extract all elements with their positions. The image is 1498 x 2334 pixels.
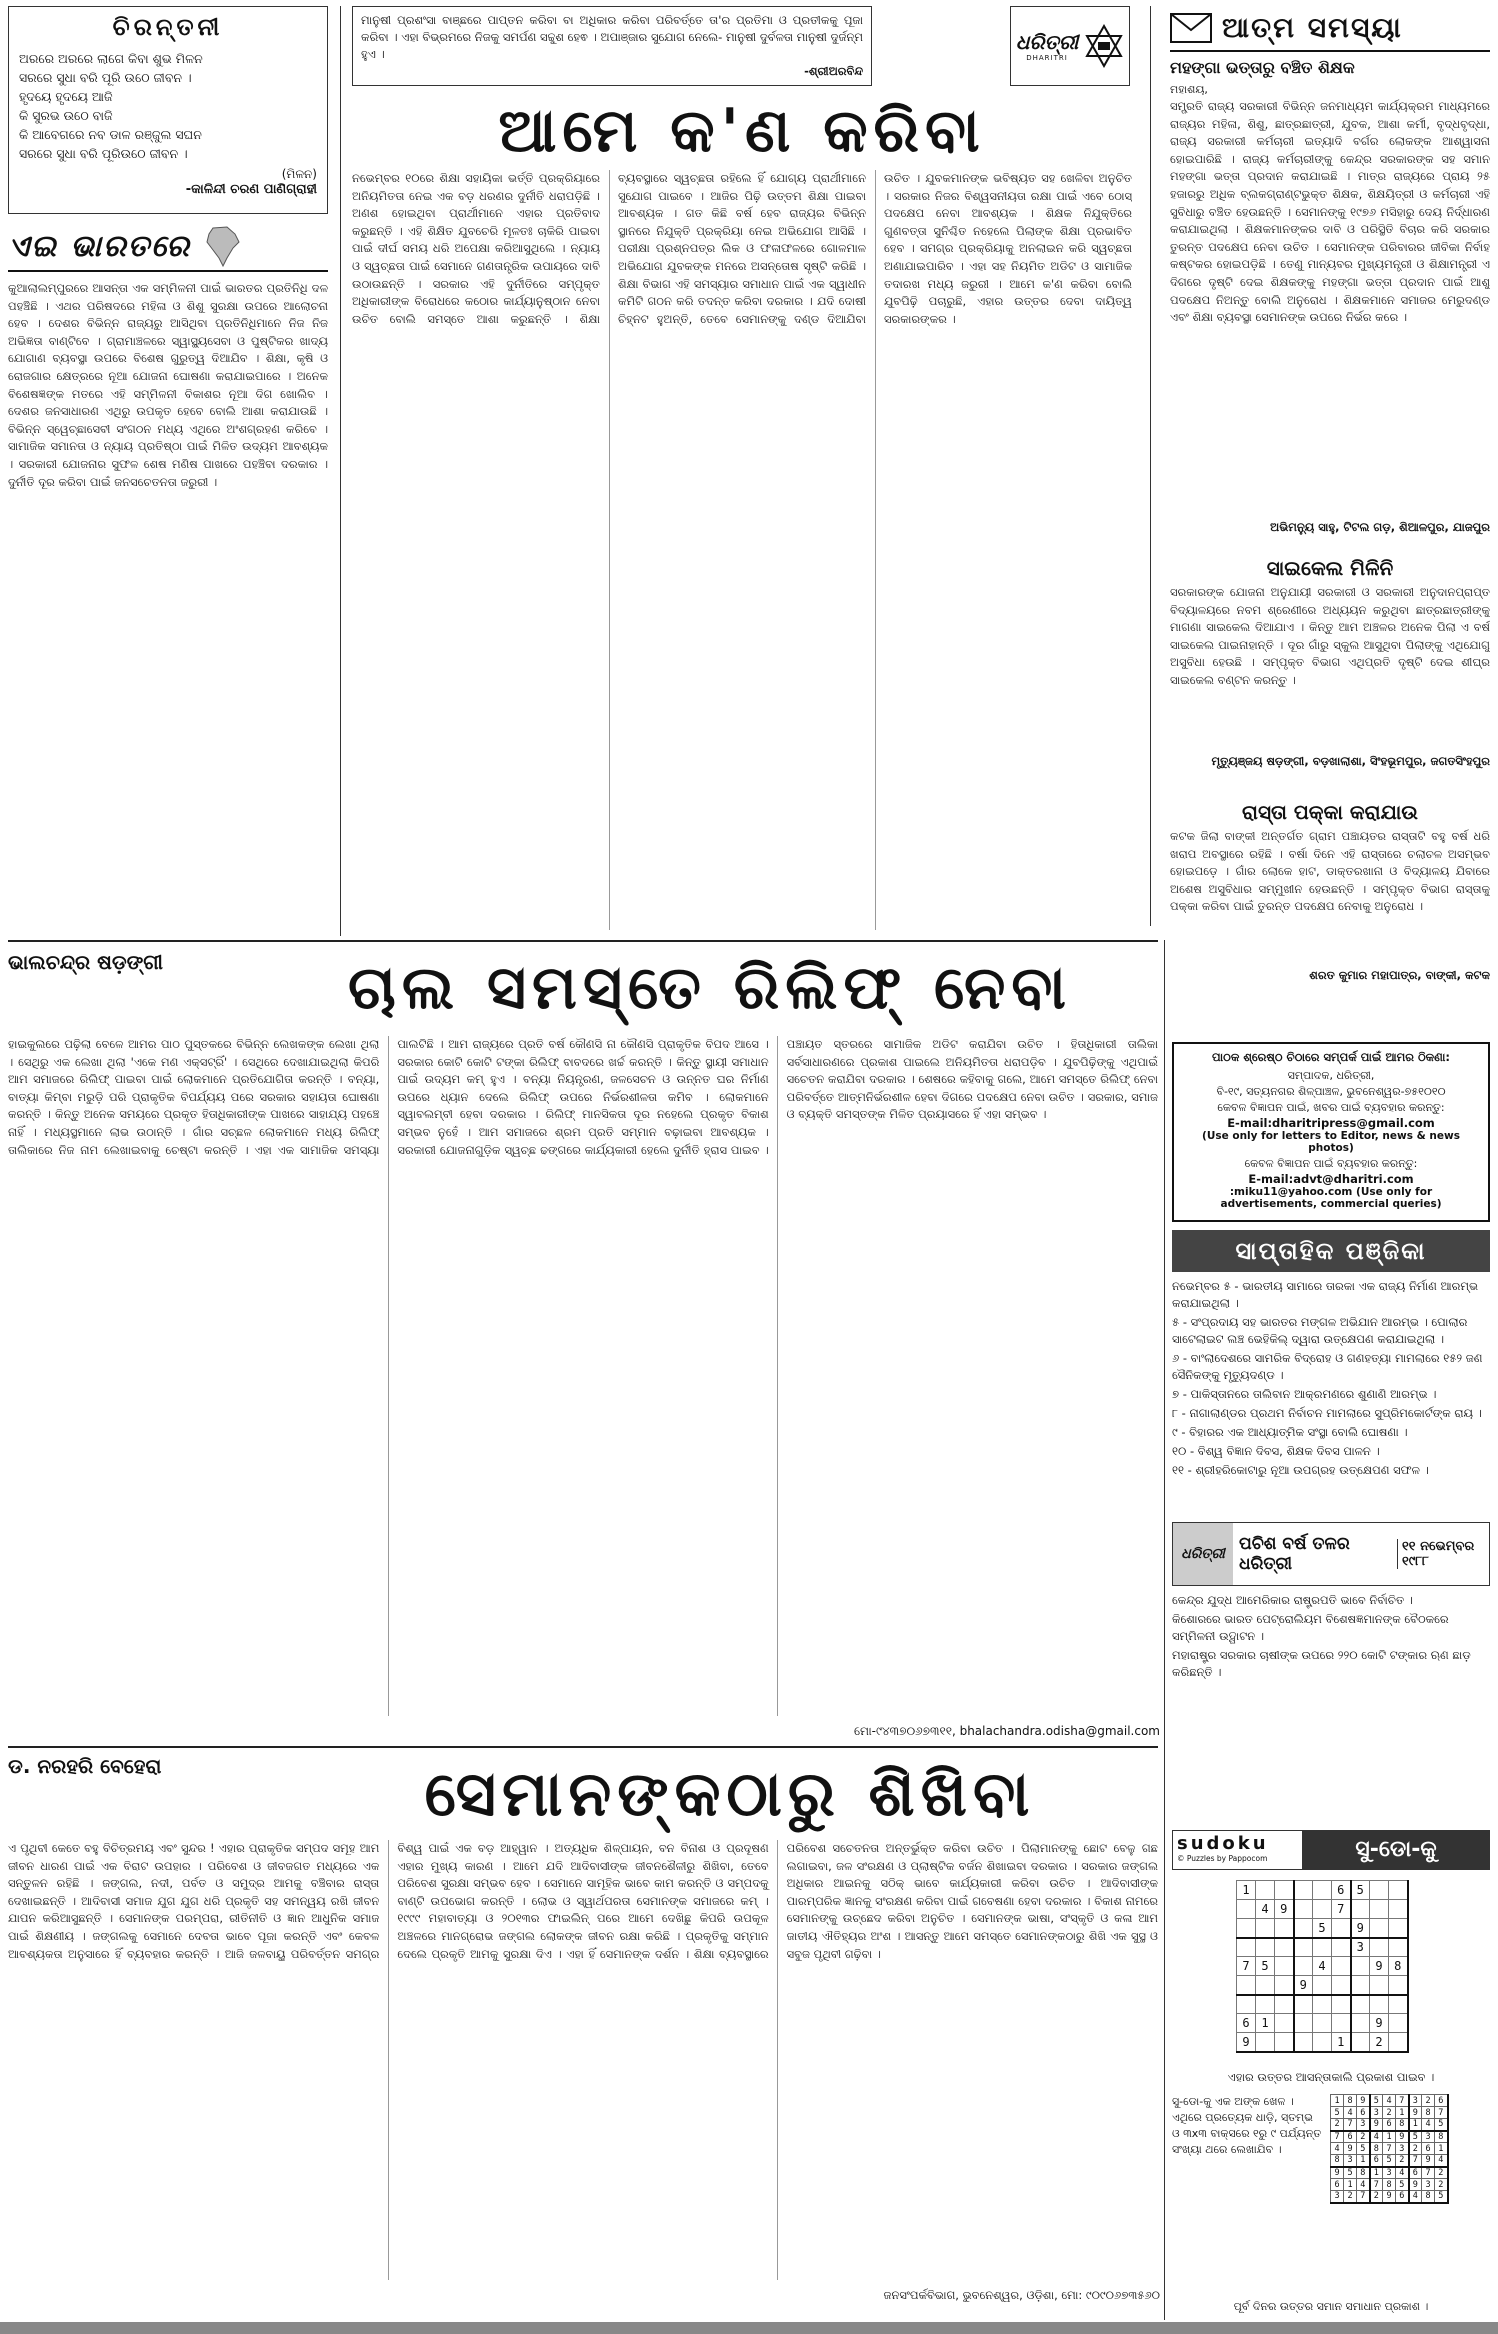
letter-1-body: ସମ୍ପ୍ରତି ରାଜ୍ୟ ସରକାରୀ ବିଭିନ୍ନ ଜନମାଧ୍ୟମ କାର୍ଯ୍ୟକ୍ରମ ମାଧ୍ୟମରେ ରାଜ୍ୟର ମହିଳା, ଶିଶୁ, ଛାତ୍ରଛାତ୍ରୀ, ଯୁବକ, ଆଶା କର୍ମୀ, ବୃଦ୍ଧବୃଦ୍ଧା, ରାଜ୍ୟ ସରକାରୀ କର୍ମଚାରୀ ଇତ୍ୟାଦି ବର୍ଗର ଲୋକଙ୍କ ଆଶ୍ୱାସନା ହୋଇପାରିଛି । ରାଜ୍ୟ କର୍ମଚାରୀଙ୍କୁ କେନ୍ଦ୍ର ସରକାରଙ୍କ ସହ ସମାନ ମହଙ୍ଗା ଭତ୍ତା ପ୍ରଦାନ କରାଯାଇଛି । ମାତ୍ର ରାଜ୍ୟରେ ପ୍ରାୟ ୨୫ ହଜାରରୁ ଅଧିକ ବ୍ଲକଗ୍ରାଣ୍ଟଭୁକ୍ତ ଶିକ୍ଷକ, ଶିକ୍ଷୟିତ୍ରୀ ଓ କର୍ମଚାରୀ ଏହି ସୁବିଧାରୁ ବଞ୍ଚିତ ହେଉଛନ୍ତି । ସେମାନଙ୍କୁ ୧୯୭୬ ମସିହାରୁ ଦେୟ ନିର୍ଦ୍ଧାରଣ କରାଯାଇଥିଲା । ଶିକ୍ଷକମାନଙ୍କର ଦାବି ଓ ପରିସ୍ଥିତି ବିଚାର କରି ସରକାର ତୁରନ୍ତ ପଦକ୍ଷେପ ନେବା ଉଚିତ । ସେମାନଙ୍କ ପରିବାରର ଜୀବିକା ନିର୍ବାହ କଷ୍ଟକର ହୋଇପଡ଼ିଛି । ତେଣୁ ମାନ୍ୟବର ମୁଖ୍ୟମନ୍ତ୍ରୀ ଓ ଶିକ୍ଷାମନ୍ତ୍ରୀ ଏ ଦିଗରେ ଦୃଷ୍ଟି ଦେଇ ଶିକ୍ଷକଙ୍କୁ ମହଙ୍ଗା ଭତ୍ତା ପ୍ରଦାନ ପାଇଁ ଆଶୁ ପଦକ୍ଷେପ ନିଅନ୍ତୁ ବୋଲି ଅନୁରୋଧ । ଶିକ୍ଷକମାନେ ସମାଜର ମେରୁଦଣ୍ଡ ଏବଂ ଶିକ୍ଷା ବ୍ୟବସ୍ଥା ସେମାନଙ୍କ ଉପରେ ନିର୍ଭର କରେ ।: [1170, 99, 1490, 325]
sudoku-cell: [1370, 1919, 1389, 1938]
answer-cell: 3: [1422, 2131, 1435, 2143]
sudoku-cell: [1275, 1938, 1294, 1957]
panjika-item: ୧୦ - ବିଶ୍ୱ ବିଜ୍ଞାନ ଦିବସ, ଶିକ୍ଷକ ଦିବସ ପାଳନ ।: [1172, 1444, 1380, 1458]
quote-author: -ଶ୍ରୀଅରବିନ୍ଦ: [804, 64, 863, 78]
editorial-headline: ଆମେ କ'ଣ କରିବା: [498, 96, 986, 166]
sudoku-cell: [1237, 1995, 1256, 2014]
sudoku-cell: [1237, 1938, 1256, 1957]
answer-cell: 9: [1370, 2119, 1383, 2131]
answer-cell: 3: [1370, 2107, 1383, 2119]
answer-cell: 1: [1409, 2119, 1422, 2131]
sudoku-cell: [1370, 1995, 1389, 2014]
answer-cell: 1: [1435, 2143, 1448, 2155]
sudoku-cell: [1351, 1995, 1370, 2014]
answer-cell: 7: [1383, 2143, 1396, 2155]
answer-cell: 8: [1370, 2143, 1383, 2155]
answer-cell: 8: [1357, 2167, 1370, 2179]
pachisha-item: ମହାରାଷ୍ଟ୍ର ସରକାର ଚାଷୀଙ୍କ ଉପରେ ୨୨୦ କୋଟି ଟଙ୍କାର ଋଣ ଛାଡ଼ କରିଛନ୍ତି ।: [1172, 1648, 1471, 1679]
panjika-item: ନଭେମ୍ବର ୫ - ଭାରତୀୟ ସାମାରେ ତାରକା ଏକ ରାଜ୍ୟ ନିର୍ମାଣ ଆରମ୍ଭ କରାଯାଇଥିଲା ।: [1172, 1279, 1479, 1310]
sudoku-cell: 7: [1237, 1957, 1256, 1976]
sudoku-answer: [1330, 2094, 1449, 2204]
sudoku-logo: sudoku: [1177, 1833, 1269, 1854]
answer-cell: 4: [1435, 2155, 1448, 2167]
sudoku-row: [1331, 2119, 1448, 2131]
chirantani-author: -କାଳିନ୍ଦୀ ଚରଣ ପାଣିଗ୍ରାହୀ: [185, 182, 317, 197]
sudoku-cell: 3: [1351, 1938, 1370, 1957]
sudoku-cell: 1: [1332, 2033, 1351, 2052]
answer-cell: 9: [1396, 2131, 1409, 2143]
chirantani-lines: [19, 49, 317, 163]
sudoku-row: [1237, 1900, 1408, 1919]
sudoku-cell: [1332, 1976, 1351, 1995]
answer-cell: 8: [1422, 2107, 1435, 2119]
poem-line: କି ଆବେଗରେ ନବ ଡାଳ ରଞ୍ଜୁଲ ସଘନ: [19, 127, 202, 142]
sudoku-cell: [1351, 1957, 1370, 1976]
sudoku-row: [1331, 2179, 1448, 2191]
letter-3-heading: ରାସ୍ତା ପକ୍କା କରାଯାଉ: [1242, 800, 1418, 824]
ei-bharatare-title: ଏଇ ଭାରତରେ: [8, 228, 191, 264]
sudoku-cell: [1313, 1900, 1332, 1919]
poem-line: ସରରେ ସୁଧା ବରି ପୂରି ଉଠେ ଜୀବନ ।: [19, 70, 192, 85]
sudoku-cell: [1275, 2014, 1294, 2033]
sudoku-cell: 9: [1370, 2014, 1389, 2033]
sudoku-cell: 7: [1332, 1900, 1351, 1919]
answer-cell: 8: [1422, 2191, 1435, 2203]
answer-cell: 2: [1344, 2191, 1357, 2203]
answer-cell: 2: [1383, 2107, 1396, 2119]
article2-body: ହାଇକୁଲରେ ପଢ଼ିଲା ବେଳେ ଆମର ପାଠ ପୁସ୍ତକରେ ବିଭିନ୍ନ ଲେଖକଙ୍କ ଲେଖା ଥିଲା । ସେଥିରୁ ଏକ ଲେଖା ଥିଲା 'ଏକେ ମଣ ଏକ୍ସଟ୍ରିଁ' । ସେଥିରେ ଦେଖାଯାଇଥିଲା କିପରି ଆମ ସମାଜରେ ରିଲିଫ୍ ପାଇବା ପାଇଁ ଲୋକମାନେ ପ୍ରତିଯୋଗିତା କରନ୍ତି । ବନ୍ୟା, ବାତ୍ୟା କିମ୍ବା ମରୁଡ଼ି ପରି ପ୍ରାକୃତିକ ବିପର୍ଯ୍ୟୟ ପରେ ସରକାର ସହାୟତା ଘୋଷଣା କରନ୍ତି । କିନ୍ତୁ ଅନେକ ସମୟରେ ପ୍ରକୃତ ହିତାଧିକାରୀଙ୍କ ପାଖରେ ସାହାଯ୍ୟ ପହଞ୍ଚେ ନାହିଁ । ମଧ୍ୟସ୍ଥମାନେ ଲାଭ ଉଠାନ୍ତି । ଗାଁର ସଚ୍ଛଳ ଲୋକମାନେ ମଧ୍ୟ ରିଲିଫ୍ ତାଲିକାରେ ନିଜ ନାମ ଲେଖାଇବାକୁ ଚେଷ୍ଟା କରନ୍ତି । ଏହା ଏକ ସାମାଜିକ ସମସ୍ୟା ପାଲଟିଛି । ଆମ ରାଜ୍ୟରେ ପ୍ରତି ବର୍ଷ କୌଣସି ନା କୌଣସି ପ୍ରାକୃତିକ ବିପଦ ଆସେ । ସରକାର କୋଟି କୋଟି ଟଙ୍କା ରିଲିଫ୍ ବାବଦରେ ଖର୍ଚ୍ଚ କରନ୍ତି । କିନ୍ତୁ ସ୍ଥାୟୀ ସମାଧାନ ପାଇଁ ଉଦ୍ୟମ କମ୍ ହୁଏ । ବନ୍ୟା ନିୟନ୍ତ୍ରଣ, ଜଳସେଚନ ଓ ଉନ୍ନତ ଘର ନିର୍ମାଣ ଉପରେ ଧ୍ୟାନ ଦେଲେ ରିଲିଫ୍ ଉପରେ ନିର୍ଭରଶୀଳତା କମିବ । ଲୋକମାନେ ସ୍ୱାବଲମ୍ବୀ ହେବା ଦରକାର । ରିଲିଫ୍ ମାନସିକତା ଦୂର ନହେଲେ ପ୍ରକୃତ ବିକାଶ ସମ୍ଭବ ନୁହେଁ । ଆମ ସମାଜରେ ଶ୍ରମ ପ୍ରତି ସମ୍ମାନ ବଢ଼ାଇବା ଆବଶ୍ୟକ । ସରକାରୀ ଯୋଜନାଗୁଡ଼ିକ ସ୍ୱଚ୍ଛ ଢଙ୍ଗରେ କାର୍ଯ୍ୟକାରୀ ହେଲେ ଦୁର୍ନୀତି ହ୍ରାସ ପାଇବ । ପଞ୍ଚାୟତ ସ୍ତରରେ ସାମାଜିକ ଅଡିଟ କରାଯିବା ଉଚିତ । ହିତାଧିକାରୀ ତାଲିକା ସର୍ବସାଧାରଣରେ ପ୍ରକାଶ ପାଇଲେ ଅନିୟମିତତା ଧରାପଡ଼ିବ । ଯୁବପିଢ଼ିଙ୍କୁ ଏଥିପାଇଁ ସଚେତନ କରାଯିବା ଦରକାର । ଶେଷରେ କହିବାକୁ ଗଲେ, ଆମେ ସମସ୍ତେ ରିଲିଫ୍ ନେବା ପରିବର୍ତ୍ତେ ଆତ୍ମନିର୍ଭରଶୀଳ ହେବା ଦିଗରେ ପଦକ୍ଷେପ ନେବା ଉଚିତ । ସରକାର, ସମାଜ ଓ ବ୍ୟକ୍ତି ସମସ୍ତଙ୍କ ମିଳିତ ପ୍ରୟାସରେ ହିଁ ଏହା ସମ୍ଭବ ।: [8, 1037, 1158, 1157]
editor-email: E-mail:dharitripress@gmail.com: [1227, 1116, 1435, 1130]
sudoku-cell: [1313, 1938, 1332, 1957]
answer-cell: 4: [1344, 2107, 1357, 2119]
sudoku-cell: [1275, 1881, 1294, 1900]
answer-cell: 1: [1370, 2167, 1383, 2179]
sudoku-cell: [1332, 1938, 1351, 1957]
sudoku-cell: [1294, 1881, 1313, 1900]
quote-box: [352, 6, 872, 86]
answer-cell: 2: [1435, 2179, 1448, 2191]
sudoku-cell: 9: [1351, 1919, 1370, 1938]
answer-cell: 8: [1383, 2179, 1396, 2191]
answer-cell: 4: [1357, 2179, 1370, 2191]
answer-cell: 5: [1331, 2107, 1344, 2119]
answer-cell: 4: [1396, 2167, 1409, 2179]
section-divider: [8, 1746, 1158, 1748]
poem-line: ସରରେ ସୁଧା ବରି ପୂରିଉଠେ ଜୀବନ ।: [19, 146, 188, 161]
sudoku-cell: [1351, 1900, 1370, 1919]
sudoku-cell: 5: [1313, 1919, 1332, 1938]
answer-cell: 2: [1370, 2191, 1383, 2203]
sudoku-cell: [1294, 2033, 1313, 2052]
sudoku-row: [1331, 2095, 1448, 2107]
answer-cell: 2: [1435, 2167, 1448, 2179]
letter-3: [1170, 800, 1490, 1000]
letter-3-body: କଟକ ଜିଲା ବାଙ୍କୀ ଅନ୍ତର୍ଗତ ଗ୍ରାମ ପଞ୍ଚାୟତର ରାସ୍ତାଟି ବହୁ ବର୍ଷ ଧରି ଖରାପ ଅବସ୍ଥାରେ ରହିଛି । ବର୍ଷା ଦିନେ ଏହି ରାସ୍ତାରେ ଚଲାଚଳ ଅସମ୍ଭବ ହୋଇପଡ଼େ । ଗାଁର ଲୋକେ ହାଟ, ଡାକ୍ତରଖାନା ଓ ବିଦ୍ୟାଳୟ ଯିବାରେ ଅଶେଷ ଅସୁବିଧାର ସମ୍ମୁଖୀନ ହେଉଛନ୍ତି । ସମ୍ପୃକ୍ତ ବିଭାଗ ରାସ୍ତାକୁ ପକ୍କା କରିବା ପାଇଁ ତୁରନ୍ତ ପଦକ୍ଷେପ ନେବାକୁ ଅନୁରୋଧ ।: [1170, 829, 1490, 914]
sudoku-credit: © Puzzles by Pappocom: [1177, 1854, 1268, 1863]
sudoku-cell: 4: [1313, 1957, 1332, 1976]
sudoku-row: [1331, 2143, 1448, 2155]
answer-cell: 6: [1370, 2155, 1383, 2167]
answer-cell: 5: [1396, 2179, 1409, 2191]
answer-cell: 7: [1409, 2155, 1422, 2167]
pachisha-item: କିଶୋରରେ ଭାରତ ପେଟ୍ରୋଲିୟମ ବିଶେଷଜ୍ଞମାନଙ୍କ ବୈଠକରେ ସମ୍ମିଳନୀ ଉଦ୍ଘାଟନ ।: [1172, 1612, 1449, 1643]
aatma-samasya-title: ଆତ୍ମ ସମସ୍ୟା: [1222, 11, 1403, 44]
answer-cell: 6: [1344, 2131, 1357, 2143]
answer-cell: 9: [1409, 2179, 1422, 2191]
sudoku-rules: ସୁ-ଡୋ-କୁ ଏକ ଅଙ୍କ ଖେଳ । ଏଥିରେ ପ୍ରତ୍ୟେକ ଧାଡ଼ି, ସ୍ତମ୍ଭ ଓ ୩x୩ ବାକ୍ସରେ ୧ରୁ ୯ ପର୍ଯ୍ୟନ୍ତ ସଂଖ୍ୟା ଥରେ ଲେଖାଯିବ ।: [1172, 2095, 1322, 2156]
sudoku-prev-note: ପୂର୍ବ ଦିନର ଉତ୍ତର ସମାନ ସମାଧାନ ପ୍ରକାଶ ।: [1233, 2300, 1429, 2313]
sudoku-cell: 1: [1237, 1881, 1256, 1900]
letter-2-body: ସରକାରଙ୍କ ଯୋଜନା ଅନୁଯାୟୀ ସରକାରୀ ଓ ସରକାରୀ ଅନୁଦାନପ୍ରାପ୍ତ ବିଦ୍ୟାଳୟରେ ନବମ ଶ୍ରେଣୀରେ ଅଧ୍ୟୟନ କରୁଥିବା ଛାତ୍ରଛାତ୍ରୀଙ୍କୁ ମାଗଣା ସାଇକେଲ ଦିଆଯାଏ । କିନ୍ତୁ ଆମ ଅଞ୍ଚଳର ଅନେକ ପିଲା ଏ ବର୍ଷ ସାଇକେଲ ପାଇନାହାନ୍ତି । ଦୂର ଗାଁରୁ ସ୍କୁଲ ଆସୁଥିବା ପିଲାଙ୍କୁ ଏଥିଯୋଗୁ ଅସୁବିଧା ହେଉଛି । ସମ୍ପୃକ୍ତ ବିଭାଗ ଏଥିପ୍ରତି ଦୃଷ୍ଟି ଦେଇ ଶୀଘ୍ର ସାଇକେଲ ବଣ୍ଟନ କରନ୍ତୁ ।: [1170, 585, 1490, 687]
answer-cell: 4: [1422, 2119, 1435, 2131]
panjika-item: ୧୧ - ଶ୍ରୀହରିକୋଟାରୁ ନୂଆ ଉପଗ୍ରହ ଉତ୍କ୍ଷେପଣ ସଫଳ ।: [1172, 1463, 1429, 1477]
sudoku-cell: [1389, 2033, 1408, 2052]
answer-cell: 1: [1344, 2179, 1357, 2191]
sudoku-cell: 9: [1294, 1976, 1313, 1995]
sudoku-header: [1172, 1830, 1490, 1870]
panjika-item: ୫ - ସଂପ୍ରଦାୟ ସହ ଭାରତର ମଙ୍ଗଳ ଅଭିଯାନ ଆରମ୍ଭ । ପୋଲାର ସାଟେଲାଇଟ ଲଞ୍ଚ ଭେହିକିଲ୍ ଦ୍ୱାରା ଉତ୍କ୍ଷେପଣ କରାଯାଇଥିଲା ।: [1172, 1315, 1468, 1346]
sudoku-row: [1331, 2107, 1448, 2119]
answer-cell: 7: [1331, 2131, 1344, 2143]
panjika-title: ସାପ୍ତାହିକ ପଞ୍ଜିକା: [1235, 1237, 1427, 1265]
sudoku-cell: [1256, 2033, 1275, 2052]
sudoku-row: [1237, 1881, 1408, 1900]
answer-cell: 5: [1435, 2119, 1448, 2131]
sudoku-cell: [1389, 1900, 1408, 1919]
answer-cell: 1: [1396, 2107, 1409, 2119]
article3-headline: ସେମାନଙ୍କଠାରୁ ଶିଖିବା: [424, 1757, 1036, 1830]
pachisha-logo-text: ଧରିତ୍ରୀ: [1181, 1546, 1225, 1562]
pachisha-item: କେନ୍ଦ୍ର ଯୁଦ୍ଧ ଆମେରିକାର ରାଷ୍ଟ୍ରପତି ଭାବେ ନିର୍ବାଚିତ ।: [1172, 1593, 1413, 1607]
sudoku-cell: 9: [1275, 1900, 1294, 1919]
sudoku-row: [1237, 1976, 1408, 1995]
contact-line: ବି-୧୯, ସତ୍ୟନଗର ଶିଳ୍ପାଞ୍ଚଳ, ଭୁବନେଶ୍ୱର-୭୫୧୦୧୦: [1216, 1085, 1446, 1098]
answer-cell: 2: [1409, 2143, 1422, 2155]
answer-cell: 5: [1344, 2167, 1357, 2179]
sudoku-grid: [1236, 1880, 1409, 2053]
poem-line: କି ସୁରଭ ଉଠେ ବାଜି: [19, 108, 113, 123]
sudoku-cell: [1294, 1995, 1313, 2014]
answer-cell: 5: [1383, 2155, 1396, 2167]
sudoku-cell: [1389, 1995, 1408, 2014]
answer-cell: 6: [1331, 2179, 1344, 2191]
sudoku-cell: [1332, 2014, 1351, 2033]
answer-cell: 3: [1344, 2155, 1357, 2167]
sudoku-row: [1237, 2033, 1408, 2052]
answer-cell: 1: [1383, 2131, 1396, 2143]
pachisha-logo: [1173, 1523, 1233, 1585]
column-rule: [1164, 940, 1165, 2320]
sudoku-cell: [1294, 1919, 1313, 1938]
pachisha-label: ପଚିଶ ବର୍ଷ ତଳର ଧରିତ୍ରୀ: [1239, 1534, 1350, 1574]
answer-cell: 2: [1422, 2095, 1435, 2107]
sudoku-cell: [1332, 1957, 1351, 1976]
sudoku-cell: [1389, 1976, 1408, 1995]
answer-cell: 5: [1357, 2143, 1370, 2155]
sudoku-cell: 1: [1256, 2014, 1275, 2033]
article3-byline: ଜନସଂପର୍କବିଭାଗ, ଭୁବନେଶ୍ୱର, ଓଡ଼ିଶା, ମୋ: ୯୦୯୦୬୭୩୫୬୦: [883, 2288, 1160, 2302]
sudoku-row: [1237, 1919, 1408, 1938]
editorial-body: ନଭେମ୍ବର ୧୦ରେ ଶିକ୍ଷା ସହାୟିକା ଭର୍ତ୍ତି ପ୍ରକ୍ରିୟାରେ ଅନିୟମିତତା ନେଇ ଏକ ବଡ଼ ଧରଣର ଦୁର୍ନୀତି ଧରାପଡ଼ିଛି । ଅଣଶ ହୋଇଥିବା ପ୍ରାର୍ଥୀମାନେ ଏହାର ପ୍ରତିବାଦ କରୁଛନ୍ତି । ଏହି ଶିକ୍ଷିତ ଯୁବଚେରି ମୂଳତଃ ଚାକିରି ପାଇବା ପାଇଁ ଦୀର୍ଘ ସମୟ ଧରି ଅପେକ୍ଷା କରିଆସୁଥିଲେ । ନ୍ୟାୟ ଓ ସ୍ୱଚ୍ଛତା ପାଇଁ ସେମାନେ ଗଣତାନ୍ତ୍ରିକ ଉପାୟରେ ଦାବି ଉଠାଉଛନ୍ତି । ସରକାର ଏହି ଦୁର୍ନୀତିରେ ସମ୍ପୃକ୍ତ ଅଧିକାରୀଙ୍କ ବିରୋଧରେ କଠୋର କାର୍ଯ୍ୟାନୁଷ୍ଠାନ ନେବା ଉଚିତ ବୋଲି ସମସ୍ତେ ଆଶା କରୁଛନ୍ତି । ଶିକ୍ଷା ବ୍ୟବସ୍ଥାରେ ସ୍ୱଚ୍ଛତା ରହିଲେ ହିଁ ଯୋଗ୍ୟ ପ୍ରାର୍ଥୀମାନେ ସୁଯୋଗ ପାଇବେ । ଆଜିର ପିଢ଼ି ଉତ୍ତମ ଶିକ୍ଷା ପାଇବା ଆବଶ୍ୟକ । ଗତ କିଛି ବର୍ଷ ହେବ ରାଜ୍ୟର ବିଭିନ୍ନ ସ୍ଥାନରେ ନିଯୁକ୍ତି ପ୍ରକ୍ରିୟା ନେଇ ଅଭିଯୋଗ ଆସିଛି । ପରୀକ୍ଷା ପ୍ରଶ୍ନପତ୍ର ଲିକ ଓ ଫଳାଫଳରେ ଗୋଳମାଳ ଅଭିଯୋଗ ଯୁବକଙ୍କ ମନରେ ଅସନ୍ତୋଷ ସୃଷ୍ଟି କରିଛି । ଶିକ୍ଷା ବିଭାଗ ଏହି ସମସ୍ୟାର ସମାଧାନ ପାଇଁ ଏକ ସ୍ୱାଧୀନ କମିଟି ଗଠନ କରି ତଦନ୍ତ କରିବା ଦରକାର । ଯଦି ଦୋଷୀ ଚିହ୍ନଟ ହୁଅନ୍ତି, ତେବେ ସେମାନଙ୍କୁ ଦଣ୍ଡ ଦିଆଯିବା ଉଚିତ । ଯୁବକମାନଙ୍କ ଭବିଷ୍ୟତ ସହ ଖେଳିବା ଅନୁଚିତ । ସରକାର ନିଜର ବିଶ୍ୱସନୀୟତା ରକ୍ଷା ପାଇଁ ଏବେ ଠୋସ୍ ପଦକ୍ଷେପ ନେବା ଆବଶ୍ୟକ । ଶିକ୍ଷକ ନିଯୁକ୍ତିରେ ଗୁଣବତ୍ତା ସୁନିଶ୍ଚିତ ନହେଲେ ପିଲାଙ୍କ ଶିକ୍ଷା ପ୍ରଭାବିତ ହେବ । ସମଗ୍ର ପ୍ରକ୍ରିୟାକୁ ଅନଲାଇନ କରି ସ୍ୱଚ୍ଛତା ଅଣାଯାଇପାରିବ । ଏହା ସହ ନିୟମିତ ଅଡିଟ ଓ ସାମାଜିକ ତଦାରଖ ମଧ୍ୟ ଜରୁରୀ । ଆମେ କ'ଣ କରିବା ବୋଲି ଯୁବପିଢ଼ି ପଚାରୁଛି, ଏହାର ଉତ୍ତର ଦେବା ଦାୟିତ୍ୱ ସରକାରଙ୍କର ।: [352, 171, 1132, 326]
sudoku-cell: 4: [1256, 1900, 1275, 1919]
letter-2: [1170, 556, 1490, 796]
sudoku-row: [1331, 2167, 1448, 2179]
article2-author: ଭାଲଚନ୍ଦ୍ର ଷଡ଼ଙ୍ଗୀ: [8, 950, 163, 974]
contact-line: କେବଳ ବିଜ୍ଞାପନ ପାଇଁ, ଖବର ପାଇଁ ବ୍ୟବହାର କରନ୍ତୁ:: [1217, 1101, 1445, 1114]
letter-1-signature: ଅଭିମନ୍ୟୁ ସାହୁ, ଟିଟଲ ଗଡ଼, ଶିଆଳପୁର, ଯାଜପୁର: [1270, 520, 1490, 534]
answer-cell: 5: [1435, 2191, 1448, 2203]
sudoku-cell: [1389, 1881, 1408, 1900]
sudoku-row: [1331, 2155, 1448, 2167]
answer-cell: 3: [1409, 2095, 1422, 2107]
sudoku-cell: [1332, 1919, 1351, 1938]
pachisha-box: [1172, 1522, 1490, 1586]
sudoku-cell: [1370, 1881, 1389, 1900]
sudoku-cell: [1256, 1976, 1275, 1995]
letter-2-signature: ମୃତ୍ୟୁଞ୍ଜୟ ଷଡ଼ଙ୍ଗୀ, ବଡ଼ଖାଲାଶା, ସିଂହଭୂମପୁର, ଜଗତସିଂହପୁର: [1211, 754, 1490, 768]
sudoku-cell: [1256, 1919, 1275, 1938]
column-rule: [1150, 6, 1151, 926]
sudoku-cell: [1275, 1995, 1294, 2014]
sudoku-cell: [1256, 1938, 1275, 1957]
contact-line: ସମ୍ପାଦକ, ଧରିତ୍ରୀ,: [1287, 1069, 1375, 1082]
answer-cell: 8: [1331, 2155, 1344, 2167]
answer-cell: 7: [1435, 2107, 1448, 2119]
sudoku-row: [1237, 1995, 1408, 2014]
sudoku-answer-grid: [1330, 2094, 1449, 2204]
answer-cell: 2: [1396, 2155, 1409, 2167]
answer-cell: 7: [1422, 2167, 1435, 2179]
footer-bar: [0, 2322, 1498, 2334]
sudoku-cell: [1351, 2014, 1370, 2033]
aatma-samasya-header: [1170, 6, 1490, 52]
letter-1-salutation: ମହାଶୟ,: [1170, 83, 1208, 96]
section-divider: [8, 940, 1158, 942]
chirantani-box: [8, 6, 328, 214]
editor-email-note: (Use only for letters to Editor, news & news photos): [1202, 1130, 1460, 1154]
answer-cell: 4: [1409, 2191, 1422, 2203]
sudoku-row: [1331, 2131, 1448, 2143]
answer-cell: 5: [1409, 2131, 1422, 2143]
panjika-item: ୮ - ନାଗାଲାଣ୍ଡର ପ୍ରଥମ ନିର୍ବାଚନ ମାମଲାରେ ସୁପ୍ରିମକୋର୍ଟଙ୍କ ରାୟ ।: [1172, 1406, 1482, 1420]
sudoku-cell: 5: [1351, 1881, 1370, 1900]
panjika-item: ୬ - ବାଂଲାଦେଶରେ ସାମରିକ ବିଦ୍ରୋହ ଓ ଗଣହତ୍ୟା ମାମଲାରେ ୧୫୨ ଜଣ ସୈନିକଙ୍କୁ ମୃତ୍ୟୁଦଣ୍ଡ ।: [1172, 1351, 1483, 1382]
envelope-icon: [1170, 13, 1212, 43]
ad-email-alt: :miku11@yahoo.com (Use only for advertisements, commercial queries): [1220, 1186, 1442, 1210]
answer-cell: 6: [1409, 2167, 1422, 2179]
answer-cell: 9: [1422, 2155, 1435, 2167]
answer-cell: 7: [1396, 2095, 1409, 2107]
panjika-list: [1172, 1278, 1490, 1516]
sudoku-answer-note: ଏହାର ଉତ୍ତର ଆସନ୍ତାକାଲି ପ୍ରକାଶ ପାଇବ ।: [1227, 2070, 1435, 2084]
sudoku-cell: [1275, 1976, 1294, 1995]
pachisha-list: [1172, 1592, 1490, 1716]
star-emblem-icon: [1084, 24, 1124, 68]
sudoku-row: [1237, 2014, 1408, 2033]
sudoku-cell: [1313, 2014, 1332, 2033]
answer-cell: 3: [1383, 2167, 1396, 2179]
answer-cell: 1: [1331, 2095, 1344, 2107]
answer-cell: 6: [1396, 2191, 1409, 2203]
answer-cell: 6: [1422, 2143, 1435, 2155]
sudoku-cell: 9: [1237, 2033, 1256, 2052]
logo-name: ଧରିତ୍ରୀ: [1015, 30, 1079, 54]
panjika-item: ୯ - ବିହାରର ଏକ ଆଧ୍ୟାତ୍ମିକ ସଂସ୍ଥା ବୋଲି ଘୋଷଣା ।: [1172, 1425, 1408, 1439]
poem-line: ହୃଦୟେ ହୃଦୟେ ଆଜି: [19, 89, 113, 104]
sudoku-cell: [1332, 1995, 1351, 2014]
answer-cell: 9: [1409, 2107, 1422, 2119]
sudoku-cell: [1351, 2033, 1370, 2052]
sudoku-cell: [1275, 2033, 1294, 2052]
sudoku-cell: [1313, 1995, 1332, 2014]
answer-cell: 4: [1370, 2131, 1383, 2143]
contact-title: ପାଠକ ଶ୍ରେଷ୍ଠ ଚିଠାରେ ସମ୍ପର୍କ ପାଇଁ ଆମର ଠିକଣା:: [1211, 1050, 1451, 1064]
answer-cell: 4: [1331, 2143, 1344, 2155]
answer-cell: 1: [1357, 2155, 1370, 2167]
dharitri-logo: [1010, 6, 1130, 86]
sudoku-cell: 9: [1370, 1957, 1389, 1976]
ei-bharatare-body: କୁଆଲାଲମ୍ପୁରରେ ଆସନ୍ତା ଏକ ସମ୍ମିଳନୀ ପାଇଁ ଭାରତର ପ୍ରତିନିଧି ଦଳ ପହଞ୍ଚିଛି । ଏଥର ପରିଷଦରେ ମହିଳା ଓ ଶିଶୁ ସୁରକ୍ଷା ଉପରେ ଆଲୋଚନା ହେବ । ଦେଶର ବିଭିନ୍ନ ରାଜ୍ୟରୁ ଆସିଥିବା ପ୍ରତିନିଧିମାନେ ନିଜ ନିଜ ଅଭିଜ୍ଞତା ବାଣ୍ଟିବେ । ଗ୍ରାମାଞ୍ଚଳରେ ସ୍ୱାସ୍ଥ୍ୟସେବା ଓ ପୁଷ୍ଟିକର ଖାଦ୍ୟ ଯୋଗାଣ ବ୍ୟବସ୍ଥା ଉପରେ ବିଶେଷ ଗୁରୁତ୍ୱ ଦିଆଯିବ । ଶିକ୍ଷା, କୃଷି ଓ ରୋଜଗାର କ୍ଷେତ୍ରରେ ନୂଆ ଯୋଜନା ଘୋଷଣା କରାଯାଇପାରେ । ଅନେକ ବିଶେଷଜ୍ଞଙ୍କ ମତରେ ଏହି ସମ୍ମିଳନୀ ବିକାଶର ନୂଆ ଦିଗ ଖୋଲିବ । ଦେଶର ଜନସାଧାରଣ ଏଥିରୁ ଉପକୃତ ହେବେ ବୋଲି ଆଶା କରାଯାଉଛି । ବିଭିନ୍ନ ସ୍ୱେଚ୍ଛାସେବୀ ସଂଗଠନ ମଧ୍ୟ ଏଥିରେ ଅଂଶଗ୍ରହଣ କରିବେ । ସାମାଜିକ ସମାନତା ଓ ନ୍ୟାୟ ପ୍ରତିଷ୍ଠା ପାଇଁ ମିଳିତ ଉଦ୍ୟମ ଆବଶ୍ୟକ । ସରକାରୀ ଯୋଜନାର ସୁଫଳ ଶେଷ ମଣିଷ ପାଖରେ ପହଞ୍ଚିବା ଦରକାର । ଦୁର୍ନୀତି ଦୂର କରିବା ପାଇଁ ଜନସଚେତନତା ଜରୁରୀ ।: [8, 281, 328, 489]
answer-cell: 3: [1422, 2179, 1435, 2191]
sudoku-cell: [1256, 1995, 1275, 2014]
sudoku-cell: [1389, 1938, 1408, 1957]
ad-label: କେବଳ ବିଜ୍ଞାପନ ପାଇଁ ବ୍ୟବହାର କରନ୍ତୁ:: [1244, 1157, 1418, 1170]
logo-sub: DHARITRI: [1026, 54, 1068, 62]
answer-cell: 3: [1357, 2119, 1370, 2131]
letter-2-heading: ସାଇକେଲ ମିଳିନି: [1266, 556, 1394, 580]
sudoku-cell: [1370, 1976, 1389, 1995]
sudoku-cell: [1294, 2014, 1313, 2033]
sudoku-row: [1237, 1957, 1408, 1976]
sudoku-cell: [1389, 2014, 1408, 2033]
answer-cell: 9: [1331, 2167, 1344, 2179]
answer-cell: 3: [1396, 2143, 1409, 2155]
article2-byline: ମୋ-୯୪୩୭୦୬୭୩୧୧, bhalachandra.odisha@gmail.com: [853, 1724, 1160, 1738]
sudoku-cell: [1294, 1938, 1313, 1957]
sudoku-cell: [1275, 1957, 1294, 1976]
answer-cell: 2: [1331, 2119, 1344, 2131]
sudoku-cell: [1237, 1900, 1256, 1919]
panjika-header: [1172, 1230, 1490, 1272]
pachisha-date: ୧୧ ନଭେମ୍ବର ୧୯୮୮: [1397, 1539, 1489, 1569]
sudoku-cell: [1237, 1976, 1256, 1995]
answer-cell: 2: [1357, 2131, 1370, 2143]
answer-cell: 8: [1435, 2131, 1448, 2143]
sudoku-cell: [1256, 1881, 1275, 1900]
india-map-icon: [201, 224, 245, 268]
sudoku-cell: [1313, 1881, 1332, 1900]
sudoku-puzzle: [1236, 1880, 1409, 2053]
ei-bharatare-header: [8, 222, 328, 272]
ad-email: E-mail:advt@dharitri.com: [1248, 1172, 1414, 1186]
answer-cell: 3: [1331, 2191, 1344, 2203]
letter-1-heading: ମହଙ୍ଗା ଭତ୍ତାରୁ ବଞ୍ଚିତ ଶିକ୍ଷକ: [1170, 58, 1355, 77]
sudoku-cell: 2: [1370, 2033, 1389, 2052]
poem-line: ଅରରେ ଅରରେ ଲାଗେ କିବା ଶୁଭ ମିଳନ: [19, 51, 203, 66]
sudoku-cell: 8: [1389, 1957, 1408, 1976]
answer-cell: 9: [1357, 2095, 1370, 2107]
sudoku-cell: [1294, 1900, 1313, 1919]
sudoku-title: ସୁ-ଡୋ-କୁ: [1303, 1831, 1489, 1869]
answer-cell: 6: [1383, 2119, 1396, 2131]
answer-cell: 9: [1383, 2191, 1396, 2203]
sudoku-row: [1331, 2191, 1448, 2203]
sudoku-cell: [1294, 1957, 1313, 1976]
sudoku-cell: [1313, 2033, 1332, 2052]
column-rule: [340, 6, 341, 936]
article3-author: ଡ. ନରହରି ବେହେରା: [8, 1754, 162, 1778]
sudoku-cell: 6: [1332, 1881, 1351, 1900]
contact-box: [1172, 1042, 1490, 1222]
answer-cell: 4: [1383, 2095, 1396, 2107]
sudoku-cell: [1313, 1976, 1332, 1995]
quote-text: ମାନୁଷୀ ପ୍ରଶଂସା ବାଞ୍ଛରେ ପାପ୍ତନ କରିବା ବା ଅଧିକାର କରିବା ପରିବର୍ତ୍ତେ ତା'ର ପ୍ରତିମା ଓ ପ୍ରତୀକକୁ ପୂଜା କରିବା । ଏହା ବିଭ୍ରମରେ ନିଜକୁ ସମର୍ପଣ ସଚ୍ଚୁଶ ହେଵ । ଅପାଞ୍ଜାର ସୁଯୋଗ ନେଲେ- ମାନୁଷୀ ଦୁର୍ବଳତା ମାନୁଷୀ ଦୁର୍ଜନ୍ମ ହୁଏ ।: [361, 13, 863, 61]
answer-cell: 6: [1435, 2095, 1448, 2107]
sudoku-cell: [1237, 1919, 1256, 1938]
letter-3-signature: ଶରତ କୁମାର ମହାପାତ୍ର, ବାଙ୍କୀ, କଟକ: [1309, 968, 1490, 982]
sudoku-cell: [1389, 1919, 1408, 1938]
sudoku-cell: 5: [1256, 1957, 1275, 1976]
answer-cell: 7: [1344, 2119, 1357, 2131]
chirantani-title: ଚିରନ୍ତନୀ: [112, 13, 224, 41]
answer-cell: 9: [1344, 2143, 1357, 2155]
answer-cell: 5: [1370, 2095, 1383, 2107]
answer-cell: 7: [1357, 2191, 1370, 2203]
chirantani-source: (ମିଳନ): [281, 167, 317, 181]
sudoku-row: [1237, 1938, 1408, 1957]
sudoku-cell: [1275, 1919, 1294, 1938]
panjika-item: ୭ - ପାକିସ୍ତାନରେ ତାଲିବାନ ଆକ୍ରମଣରେ ଶୁଣାଣି ଆରମ୍ଭ ।: [1172, 1387, 1437, 1401]
article2-headline: ଚାଲ ସମସ୍ତେ ରିଲିଫ୍ ନେବା: [348, 953, 1072, 1023]
sudoku-cell: 6: [1237, 2014, 1256, 2033]
article3-body: ଏ ପୃଥିବୀ କେତେ ବହୁ ବିଚିତ୍ରମୟ ଏବଂ ସୁନ୍ଦର ! ଏହାର ପ୍ରାକୃତିକ ସମ୍ପଦ ସମୂହ ଆମ ଜୀବନ ଧାରଣ ପାଇଁ ଏକ ବିରାଟ ଉପହାର । ପରିବେଶ ଓ ଜୀବଜଗତ ମଧ୍ୟରେ ଏକ ସନ୍ତୁଳନ ରହିଛି । ଜଙ୍ଗଲ, ନଦୀ, ପର୍ବତ ଓ ସମୁଦ୍ର ଆମକୁ ବଞ୍ଚିବାର ରାସ୍ତା ଦେଖାଇଛନ୍ତି । ଆଦିବାସୀ ସମାଜ ଯୁଗ ଯୁଗ ଧରି ପ୍ରକୃତି ସହ ସମନ୍ୱୟ ରଖି ଜୀବନ ଯାପନ କରିଆସୁଛନ୍ତି । ସେମାନଙ୍କ ପରମ୍ପରା, ରୀତିନୀତି ଓ ଜ୍ଞାନ ଆଧୁନିକ ସମାଜ ପାଇଁ ଶିକ୍ଷଣୀୟ । ଜଙ୍ଗଲକୁ ସେମାନେ ଦେବତା ଭାବେ ପୂଜା କରନ୍ତି ଏବଂ କେବଳ ଆବଶ୍ୟକତା ଅନୁସାରେ ହିଁ ବ୍ୟବହାର କରନ୍ତି । ଆଜି ଜଳବାୟୁ ପରିବର୍ତ୍ତନ ସମଗ୍ର ବିଶ୍ୱ ପାଇଁ ଏକ ବଡ଼ ଆହ୍ୱାନ । ଅତ୍ୟଧିକ ଶିଳ୍ପାୟନ, ବନ ବିନାଶ ଓ ପ୍ରଦୂଷଣ ଏହାର ମୁଖ୍ୟ କାରଣ । ଆମେ ଯଦି ଆଦିବାସୀଙ୍କ ଜୀବନଶୈଳୀରୁ ଶିଖିବା, ତେବେ ପରିବେଶ ସୁରକ୍ଷା ସମ୍ଭବ ହେବ । ସେମାନେ ସାମୂହିକ ଭାବେ କାମ କରନ୍ତି ଓ ସମ୍ପଦକୁ ବାଣ୍ଟି ଉପଭୋଗ କରନ୍ତି । ଲୋଭ ଓ ସ୍ୱାର୍ଥପରତା ସେମାନଙ୍କ ସମାଜରେ କମ୍ । ୧୯୯୯ ମହାବାତ୍ୟା ଓ ୨୦୧୩ର ଫାଇଲିନ୍ ପରେ ଆମେ ଦେଖିଛୁ କିପରି ଉପକୂଳ ଅଞ୍ଚଳରେ ମାନଗ୍ରୋଭ ଜଙ୍ଗଲ ଲୋକଙ୍କ ଜୀବନ ରକ୍ଷା କରିଛି । ପ୍ରକୃତିକୁ ସମ୍ମାନ ଦେଲେ ପ୍ରକୃତି ଆମକୁ ସୁରକ୍ଷା ଦିଏ । ଏହା ହିଁ ସେମାନଙ୍କ ଦର୍ଶନ । ଶିକ୍ଷା ବ୍ୟବସ୍ଥାରେ ପରିବେଶ ସଚେତନତା ଅନ୍ତର୍ଭୁକ୍ତ କରିବା ଉଚିତ । ପିଲାମାନଙ୍କୁ ଛୋଟ ବେଳୁ ଗଛ ଲଗାଇବା, ଜଳ ସଂରକ୍ଷଣ ଓ ପ୍ଲାଷ୍ଟିକ ବର୍ଜନ ଶିଖାଇବା ଦରକାର । ସରକାର ଜଙ୍ଗଲ ଅଧିକାର ଆଇନକୁ ସଠିକ୍ ଭାବେ କାର୍ଯ୍ୟକାରୀ କରିବା ଉଚିତ । ଆଦିବାସୀଙ୍କ ପାରମ୍ପରିକ ଜ୍ଞାନକୁ ସଂରକ୍ଷଣ କରିବା ପାଇଁ ଗବେଷଣା ହେବା ଦରକାର । ବିକାଶ ନାମରେ ସେମାନଙ୍କୁ ଉଚ୍ଛେଦ କରିବା ଅନୁଚିତ । ସେମାନଙ୍କ ଭାଷା, ସଂସ୍କୃତି ଓ କଳା ଆମ ଜାତୀୟ ଐତିହ୍ୟର ଅଂଶ । ଆସନ୍ତୁ ଆମେ ସମସ୍ତେ ସେମାନଙ୍କଠାରୁ ଶିଖି ଏକ ସୁସ୍ଥ ଓ ସବୁଜ ପୃଥିବୀ ଗଢ଼ିବା ।: [8, 1841, 1158, 1961]
sudoku-cell: [1351, 1976, 1370, 1995]
letter-1: [1170, 58, 1490, 548]
sudoku-cell: [1370, 1938, 1389, 1957]
answer-cell: 8: [1344, 2095, 1357, 2107]
sudoku-cell: [1370, 1900, 1389, 1919]
answer-cell: 8: [1396, 2119, 1409, 2131]
answer-cell: 6: [1357, 2107, 1370, 2119]
answer-cell: 7: [1370, 2179, 1383, 2191]
